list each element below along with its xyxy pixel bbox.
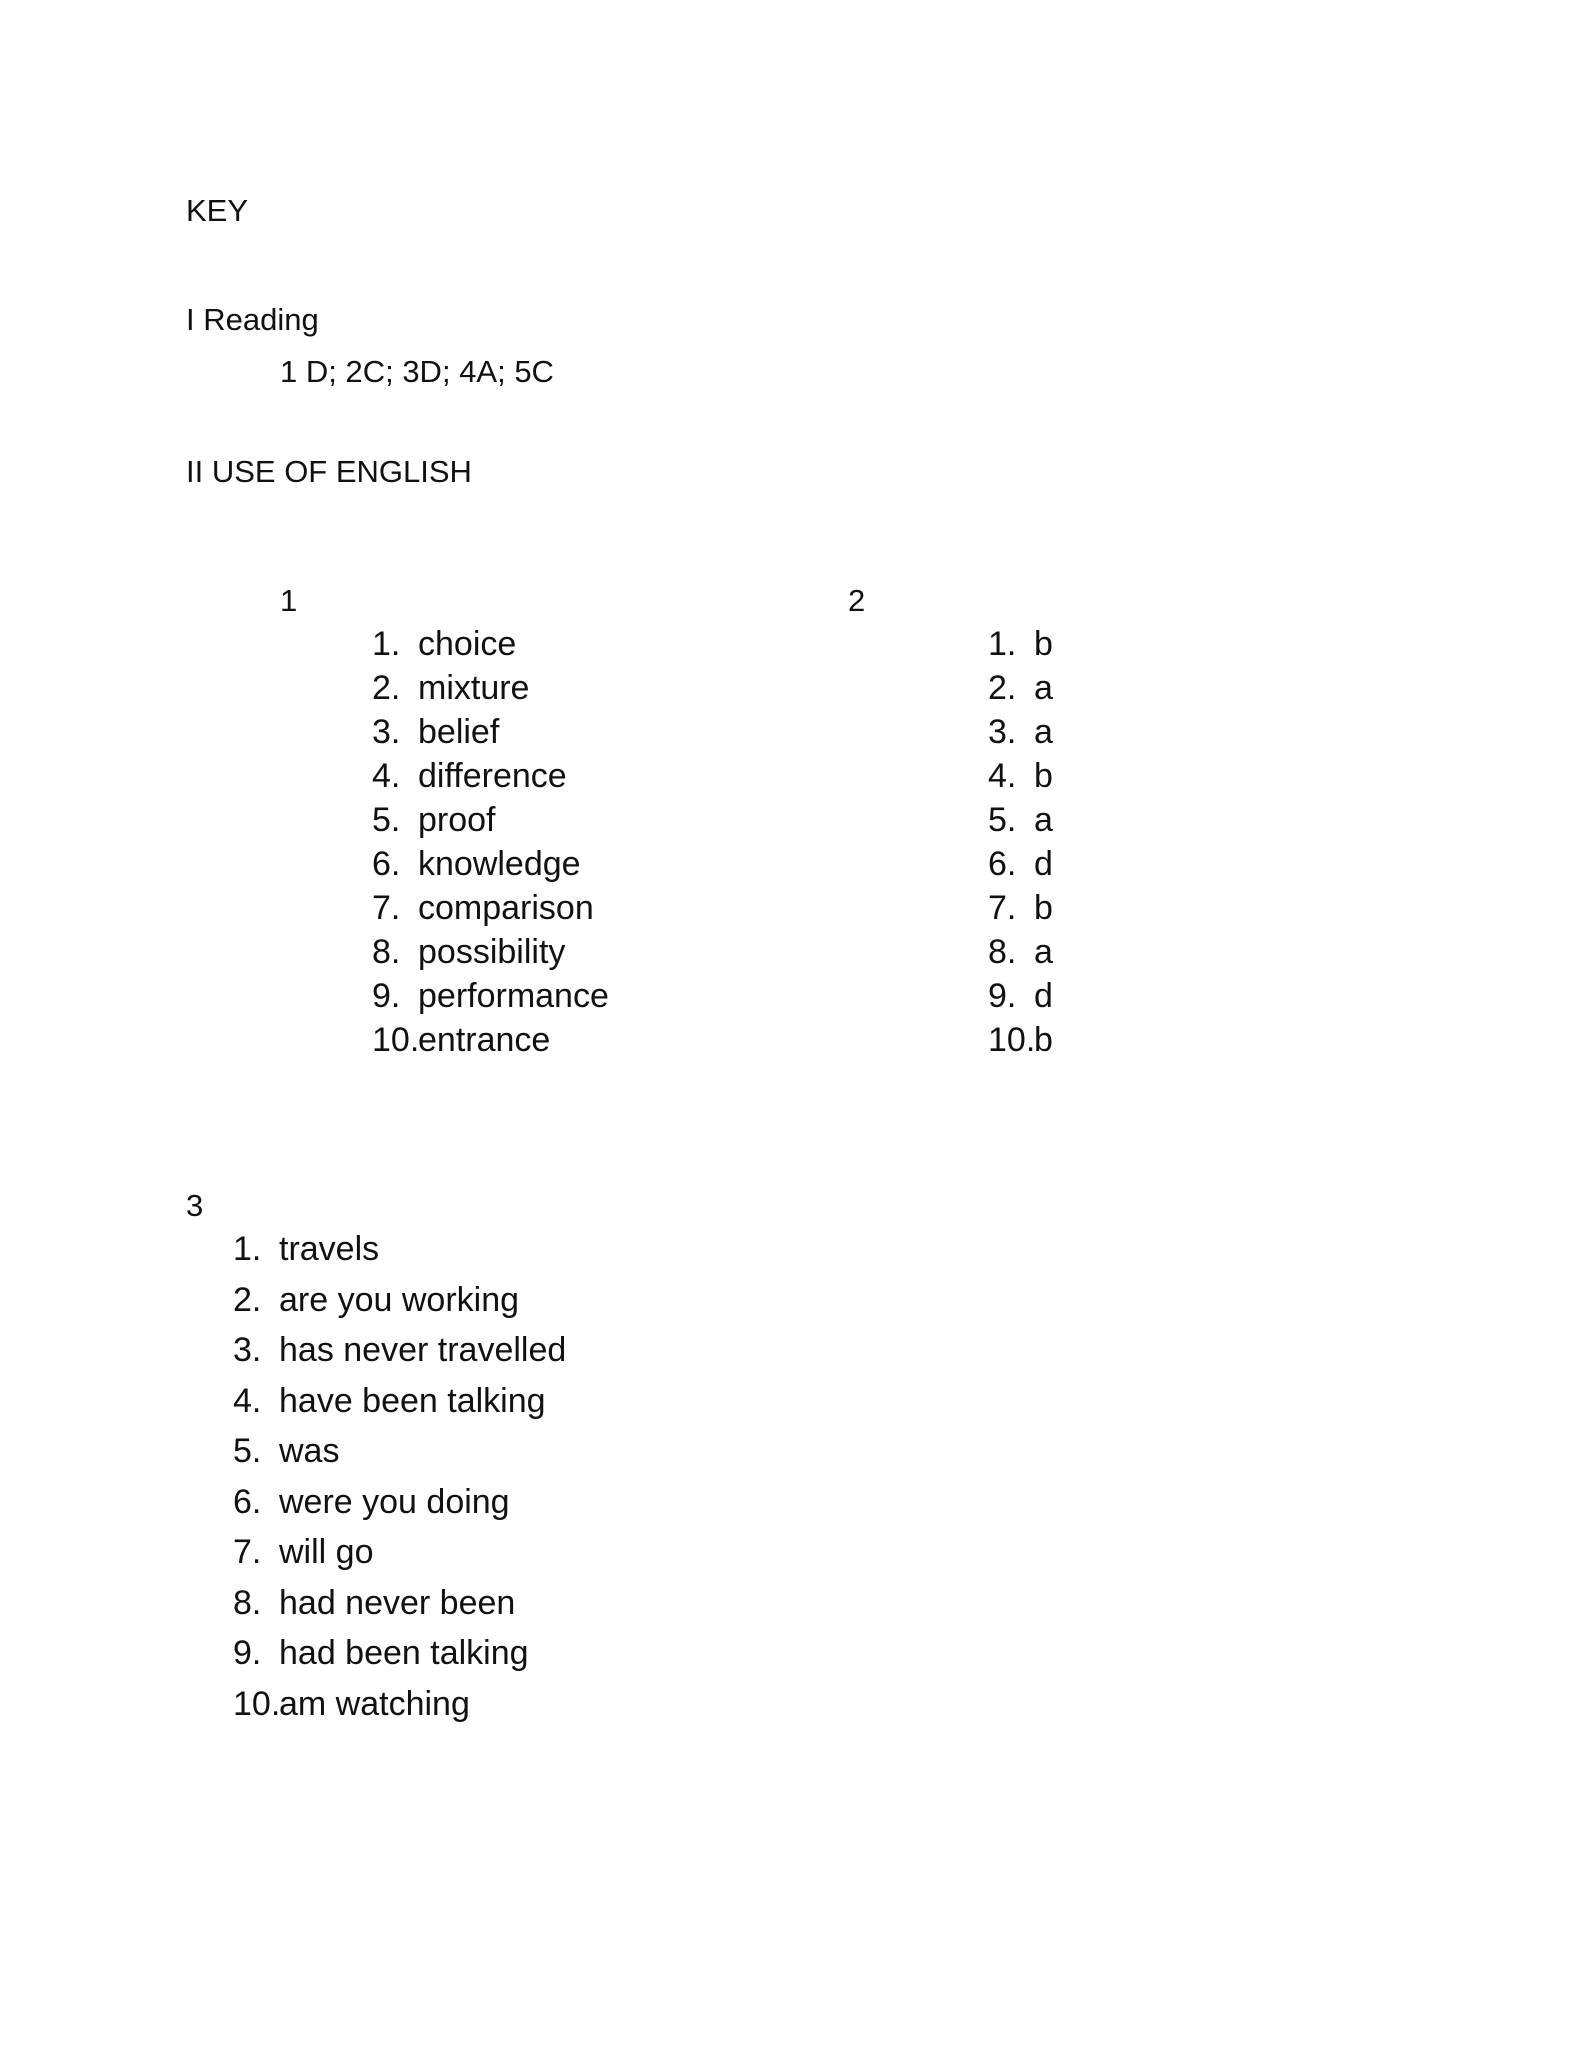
- exercise-3-label: 3: [186, 1188, 204, 1223]
- list-item: [233, 1586, 515, 1620]
- list-item: [988, 715, 1053, 749]
- list-number: 9.: [988, 977, 1017, 1015]
- list-text: d: [1034, 845, 1053, 883]
- list-text: d: [1034, 977, 1053, 1015]
- list-number: 5.: [988, 801, 1017, 839]
- list-item: [372, 803, 496, 837]
- list-number: 7.: [233, 1533, 262, 1571]
- list-item: [233, 1636, 529, 1670]
- list-text: b: [1034, 889, 1053, 927]
- list-item: [988, 891, 1053, 925]
- exercise-1-label: 1: [280, 583, 298, 618]
- reading-answers: 1 D; 2C; 3D; 4A; 5C: [280, 354, 554, 389]
- list-text: has never travelled: [279, 1331, 567, 1369]
- list-text: are you working: [279, 1281, 520, 1319]
- list-item: [372, 891, 594, 925]
- list-text: a: [1034, 801, 1053, 839]
- list-text: a: [1034, 933, 1053, 971]
- list-number: 6.: [372, 845, 401, 883]
- list-item: [372, 935, 565, 969]
- list-item: [233, 1283, 519, 1317]
- list-item: [233, 1434, 339, 1468]
- list-text: mixture: [418, 669, 530, 707]
- list-text: b: [1034, 1021, 1053, 1059]
- list-item: [988, 671, 1053, 705]
- list-number: 4.: [988, 757, 1017, 795]
- list-item: [233, 1535, 373, 1569]
- list-text: had never been: [279, 1584, 516, 1622]
- list-number: 3.: [233, 1331, 262, 1369]
- list-item: [988, 803, 1053, 837]
- list-item: [233, 1333, 566, 1367]
- list-number: 10.: [233, 1685, 281, 1723]
- list-text: difference: [418, 757, 567, 795]
- list-item: [233, 1384, 546, 1418]
- list-number: 8.: [988, 933, 1017, 971]
- list-number: 8.: [233, 1584, 262, 1622]
- list-text: will go: [279, 1533, 374, 1571]
- list-number: 9.: [372, 977, 401, 1015]
- list-number: 3.: [372, 713, 401, 751]
- list-text: proof: [418, 801, 496, 839]
- list-text: b: [1034, 757, 1053, 795]
- list-text: am watching: [279, 1685, 470, 1723]
- list-number: 4.: [372, 757, 401, 795]
- list-text: was: [279, 1432, 340, 1470]
- list-item: [372, 715, 499, 749]
- list-item: [988, 627, 1053, 661]
- list-text: b: [1034, 625, 1053, 663]
- list-number: 6.: [988, 845, 1017, 883]
- list-number: 3.: [988, 713, 1017, 751]
- list-item: [372, 1023, 550, 1057]
- list-number: 1.: [233, 1230, 262, 1268]
- list-text: belief: [418, 713, 500, 751]
- list-number: 4.: [233, 1382, 262, 1420]
- list-number: 6.: [233, 1483, 262, 1521]
- key-heading: KEY: [186, 193, 249, 228]
- list-item: [233, 1687, 470, 1721]
- list-item: [372, 979, 609, 1013]
- list-number: 2.: [988, 669, 1017, 707]
- list-text: had been talking: [279, 1634, 529, 1672]
- list-number: 9.: [233, 1634, 262, 1672]
- list-item: [988, 979, 1053, 1013]
- list-item: [372, 627, 516, 661]
- list-text: were you doing: [279, 1483, 510, 1521]
- list-text: entrance: [418, 1021, 551, 1059]
- list-number: 5.: [233, 1432, 262, 1470]
- list-number: 2.: [372, 669, 401, 707]
- list-number: 10.: [372, 1021, 420, 1059]
- list-text: knowledge: [418, 845, 581, 883]
- list-number: 1.: [988, 625, 1017, 663]
- list-text: have been talking: [279, 1382, 546, 1420]
- list-text: a: [1034, 669, 1053, 707]
- list-item: [233, 1485, 510, 1519]
- list-text: choice: [418, 625, 517, 663]
- list-number: 7.: [988, 889, 1017, 927]
- list-item: [233, 1232, 379, 1266]
- list-item: [372, 847, 581, 881]
- list-text: a: [1034, 713, 1053, 751]
- list-number: 7.: [372, 889, 401, 927]
- list-number: 5.: [372, 801, 401, 839]
- use-of-english-heading: II USE OF ENGLISH: [186, 454, 472, 489]
- list-text: possibility: [418, 933, 566, 971]
- exercise-2-label: 2: [848, 583, 866, 618]
- list-text: comparison: [418, 889, 594, 927]
- list-text: performance: [418, 977, 609, 1015]
- list-item: [988, 759, 1053, 793]
- list-number: 8.: [372, 933, 401, 971]
- list-number: 10.: [988, 1021, 1036, 1059]
- reading-heading: I Reading: [186, 302, 319, 337]
- list-item: [988, 1023, 1053, 1057]
- list-number: 2.: [233, 1281, 262, 1319]
- list-number: 1.: [372, 625, 401, 663]
- list-item: [988, 847, 1053, 881]
- list-item: [372, 671, 529, 705]
- list-item: [988, 935, 1053, 969]
- list-text: travels: [279, 1230, 380, 1268]
- list-item: [372, 759, 567, 793]
